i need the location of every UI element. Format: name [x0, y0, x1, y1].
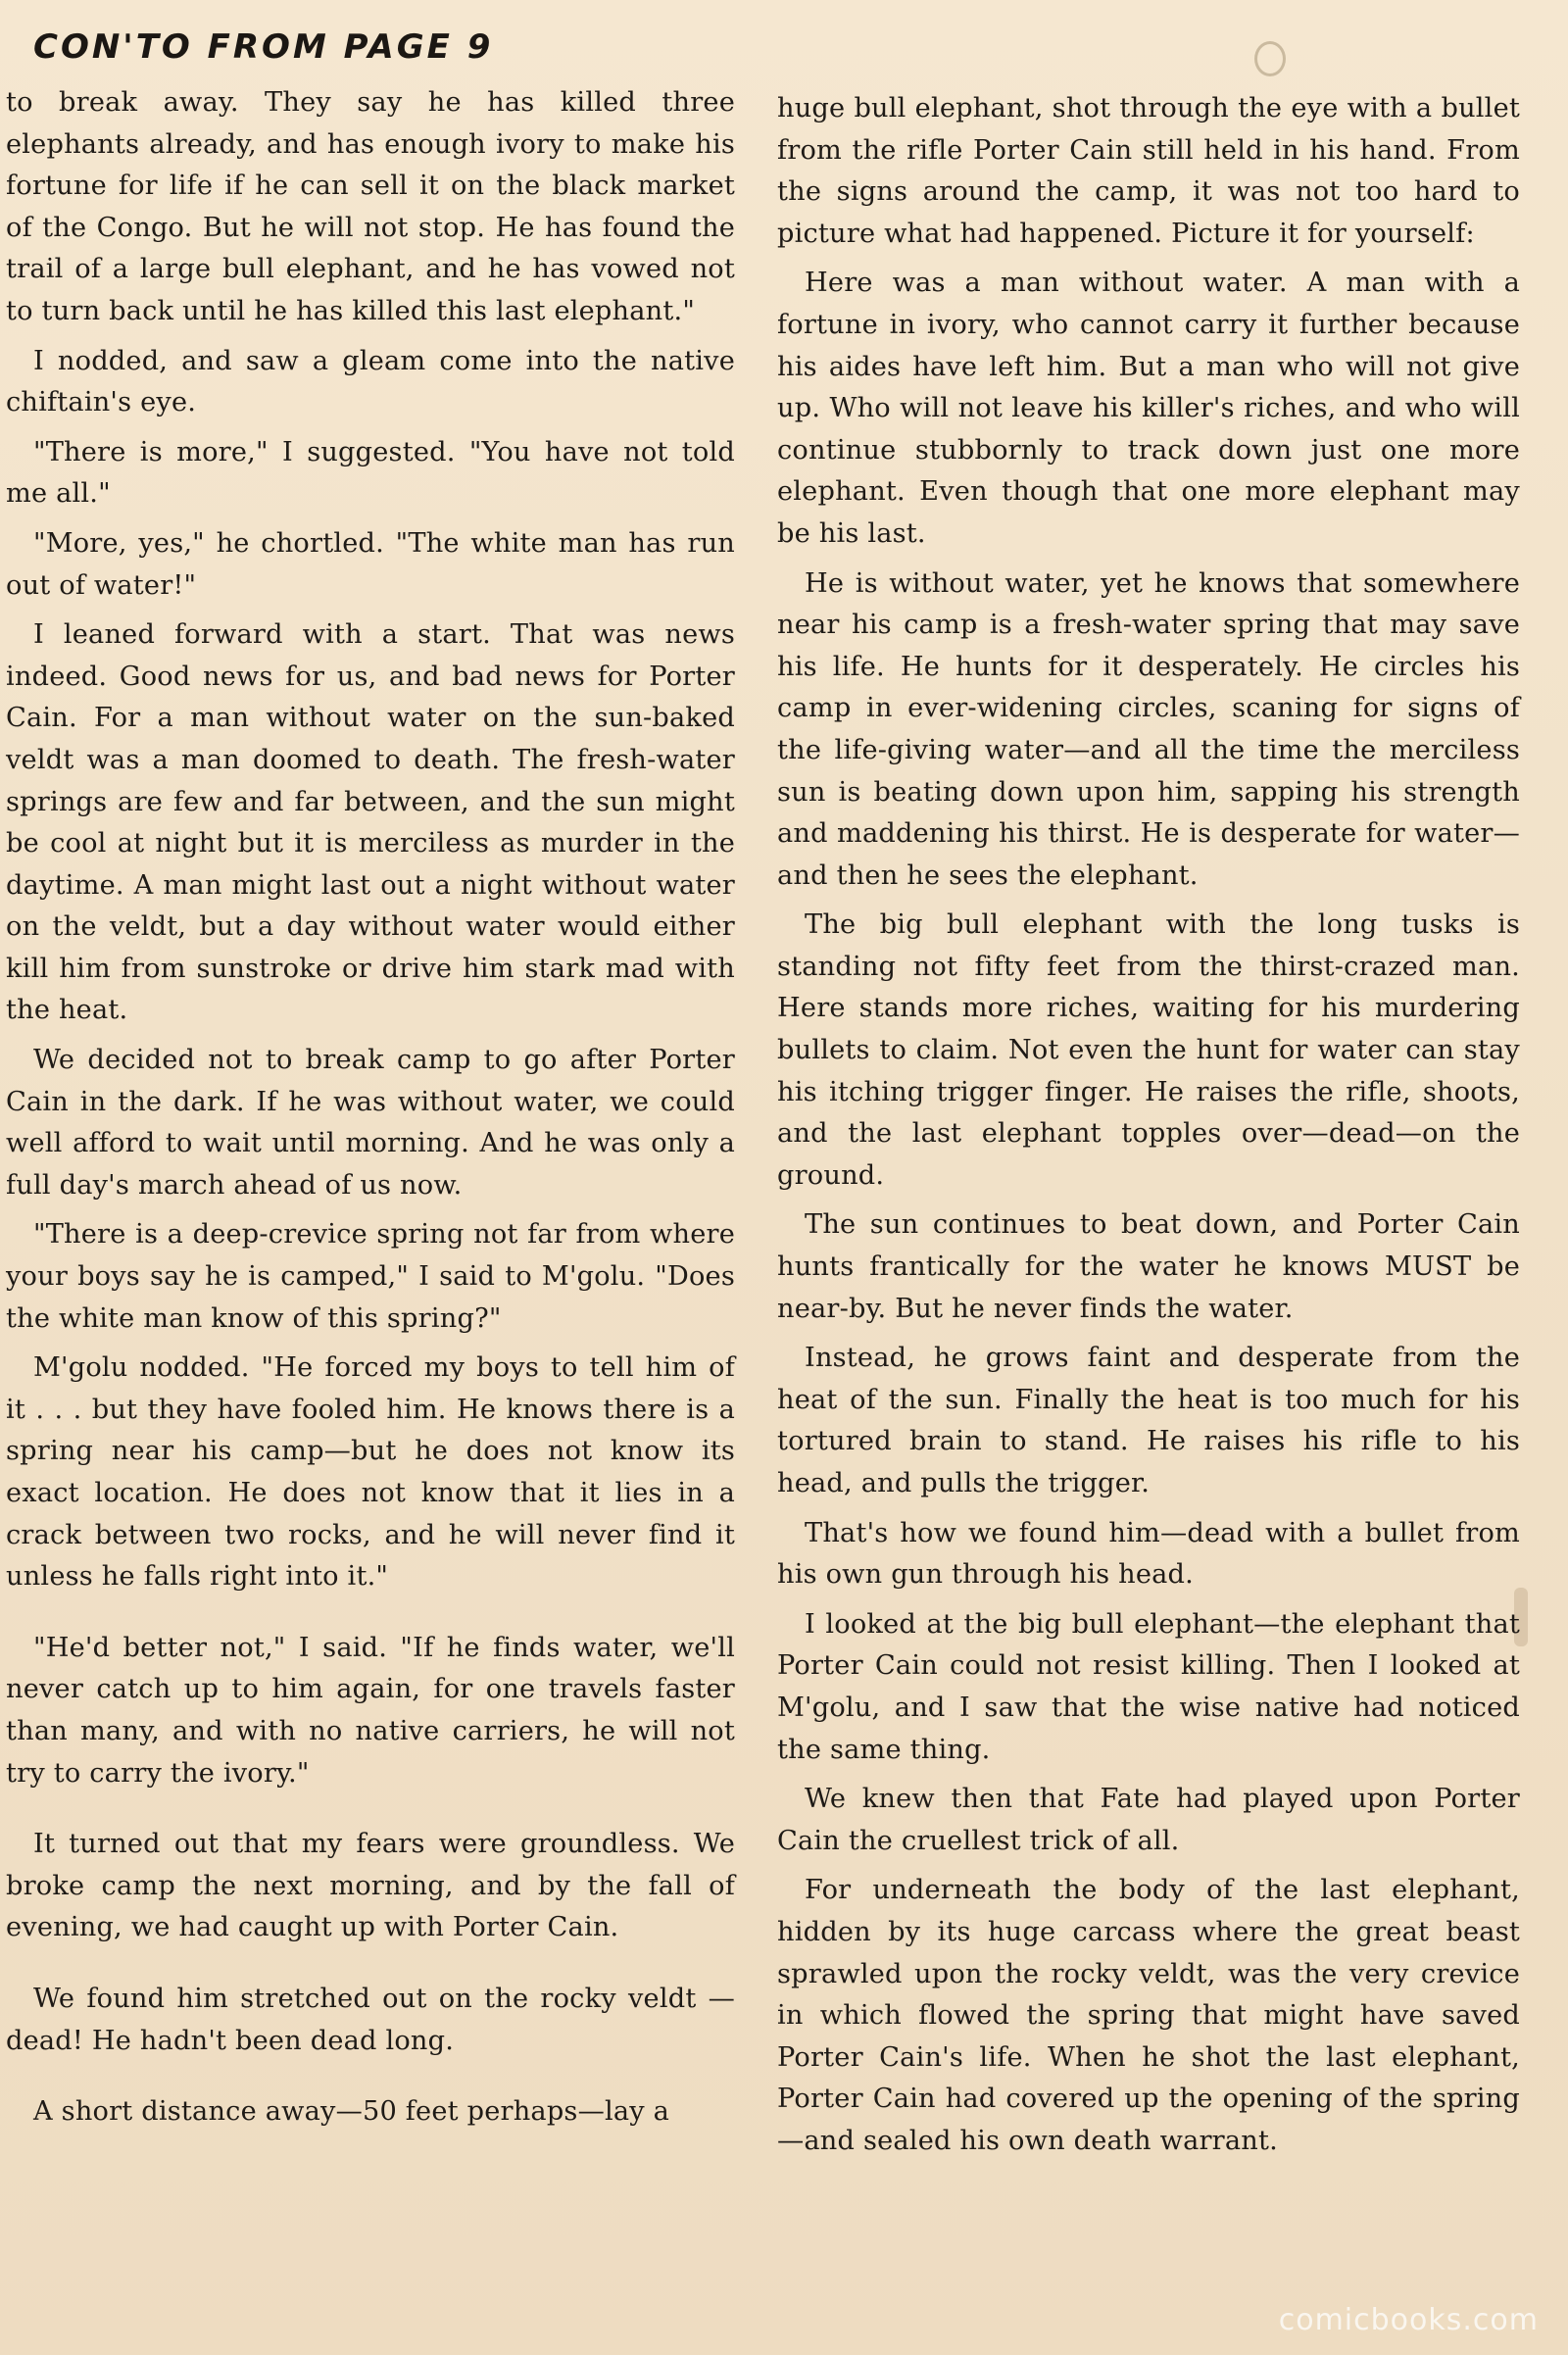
paragraph: I looked at the big bull elephant—the elephant that Porter Cain could not resist killing. Then I looked at M'golu, and I saw that the wise native had noticed the same thing. — [777, 1608, 1520, 1765]
paragraph: M'golu nodded. "He forced my boys to tell him of it . . . but they have fooled him. He knows there is a spring near his camp—but he does not know its exact location. He does not know that it lies in a crack between two rocks, and he will never find it unless he falls right into it." — [6, 1352, 735, 1593]
paragraph: For underneath the body of the last elephant, hidden by its huge carcass where the great beast sprawled upon the rocky veldt, was the very crevice in which flowed the spring that might have saved Porter Cain's life. When he shot the last elephant, Porter Cain had covered up the opening of the spring—and sealed his own death warrant. — [777, 1875, 1520, 2156]
paragraph: I leaned forward with a start. That was news indeed. Good news for us, and bad news for Porter Cain. For a man without water on the sun-baked veldt was a man doomed to death. The fresh-water springs are few and far between, and the sun might be cool at night but it is merciless as murder in the daytime. A man might last out a night without water on the veldt, but a day without water would either kill him from sunstroke or drive him stark mad with the heat. — [6, 619, 735, 1026]
paragraph: We knew then that Fate had played upon Porter Cain the cruellest trick of all. — [777, 1784, 1520, 1856]
paragraph: It turned out that my fears were groundless. We broke camp the next morning, and by the fall of evening, we had caught up with Porter Cain. — [6, 1829, 735, 1943]
paragraph: I nodded, and saw a gleam come into the native chiftain's eye. — [6, 345, 735, 418]
paragraph: "There is more," I suggested. "You have not told me all." — [6, 436, 735, 510]
continued-from-header: CON'TO FROM PAGE 9 — [33, 27, 494, 67]
left-text-column — [6, 82, 735, 2141]
paragraph: "There is a deep-crevice spring not far from where your boys say he is camped," I said to M'golu. "Does the white man know of this spring?" — [6, 1219, 735, 1334]
paragraph: We decided not to break camp to go after Porter Cain in the dark. If he was without water, we could well afford to wait until morning. And he was only a full day's march ahead of us now. — [6, 1045, 735, 1201]
paragraph: The sun continues to beat down, and Porter Cain hunts frantically for the water he knows MUST be near-by. But he never finds the water. — [777, 1209, 1520, 1324]
paragraph: We found him stretched out on the rocky veldt —dead! He hadn't been dead long. — [6, 1983, 735, 2056]
paragraph: huge bull elephant, shot through the eye with a bullet from the rifle Porter Cain still held in his hand. From the signs around the camp, it was not too hard to picture what had happened. Picture it for yourself: — [777, 93, 1520, 249]
paragraph: Instead, he grows faint and desperate from the heat of the sun. Finally the heat is too much for his tortured brain to stand. He raises his rifle to his head, and pulls the trigger. — [777, 1343, 1520, 1498]
paragraph: to break away. They say he has killed three elephants already, and has enough ivory to make his fortune for life if he can sell it on the black market of the Congo. But he will not stop. He has found the trail of a large bull elephant, and he has vowed not to turn back until he has killed this last elephant." — [6, 87, 735, 326]
paragraph: That's how we found him—dead with a bullet from his own gun through his head. — [777, 1517, 1520, 1591]
paragraph: The big bull elephant with the long tusks is standing not fifty feet from the thirst-crazed man. Here stands more riches, waiting for his murdering bullets to claim. Not even the hunt for water can stay his itching trigger finger. He raises the rifle, shoots, and the last elephant topples over—dead—on the ground. — [777, 909, 1520, 1191]
paragraph: Here was a man without water. A man with a fortune in ivory, who cannot carry it further because his aides have left him. But a man who will not give up. Who will not leave his killer's riches, and who will continue stubbornly to track down just one more elephant. Even though that one more elephant may be his last. — [777, 268, 1520, 549]
site-watermark: comicbooks.com — [1278, 2303, 1539, 2337]
paper-stain — [1254, 41, 1286, 76]
paragraph: A short distance away—50 feet perhaps—lay a — [33, 2096, 670, 2128]
paragraph: "More, yes," he chortled. "The white man has run out of water!" — [6, 527, 735, 601]
paragraph: "He'd better not," I said. "If he finds water, we'll never catch up to him again, for one travels faster than many, and with no native carriers, he will not try to carry the ivory." — [6, 1632, 735, 1789]
right-text-column — [777, 88, 1520, 2171]
paragraph: He is without water, yet he knows that somewhere near his camp is a fresh-water spring that may save his life. He hunts for it desperately. He circles his camp in ever-widening circles, scaning for signs of the life-giving water—and all the time the merciless sun is beating down upon him, sapping his strength and maddening his thirst. He is desperate for water—and then he sees the elephant. — [777, 567, 1520, 891]
